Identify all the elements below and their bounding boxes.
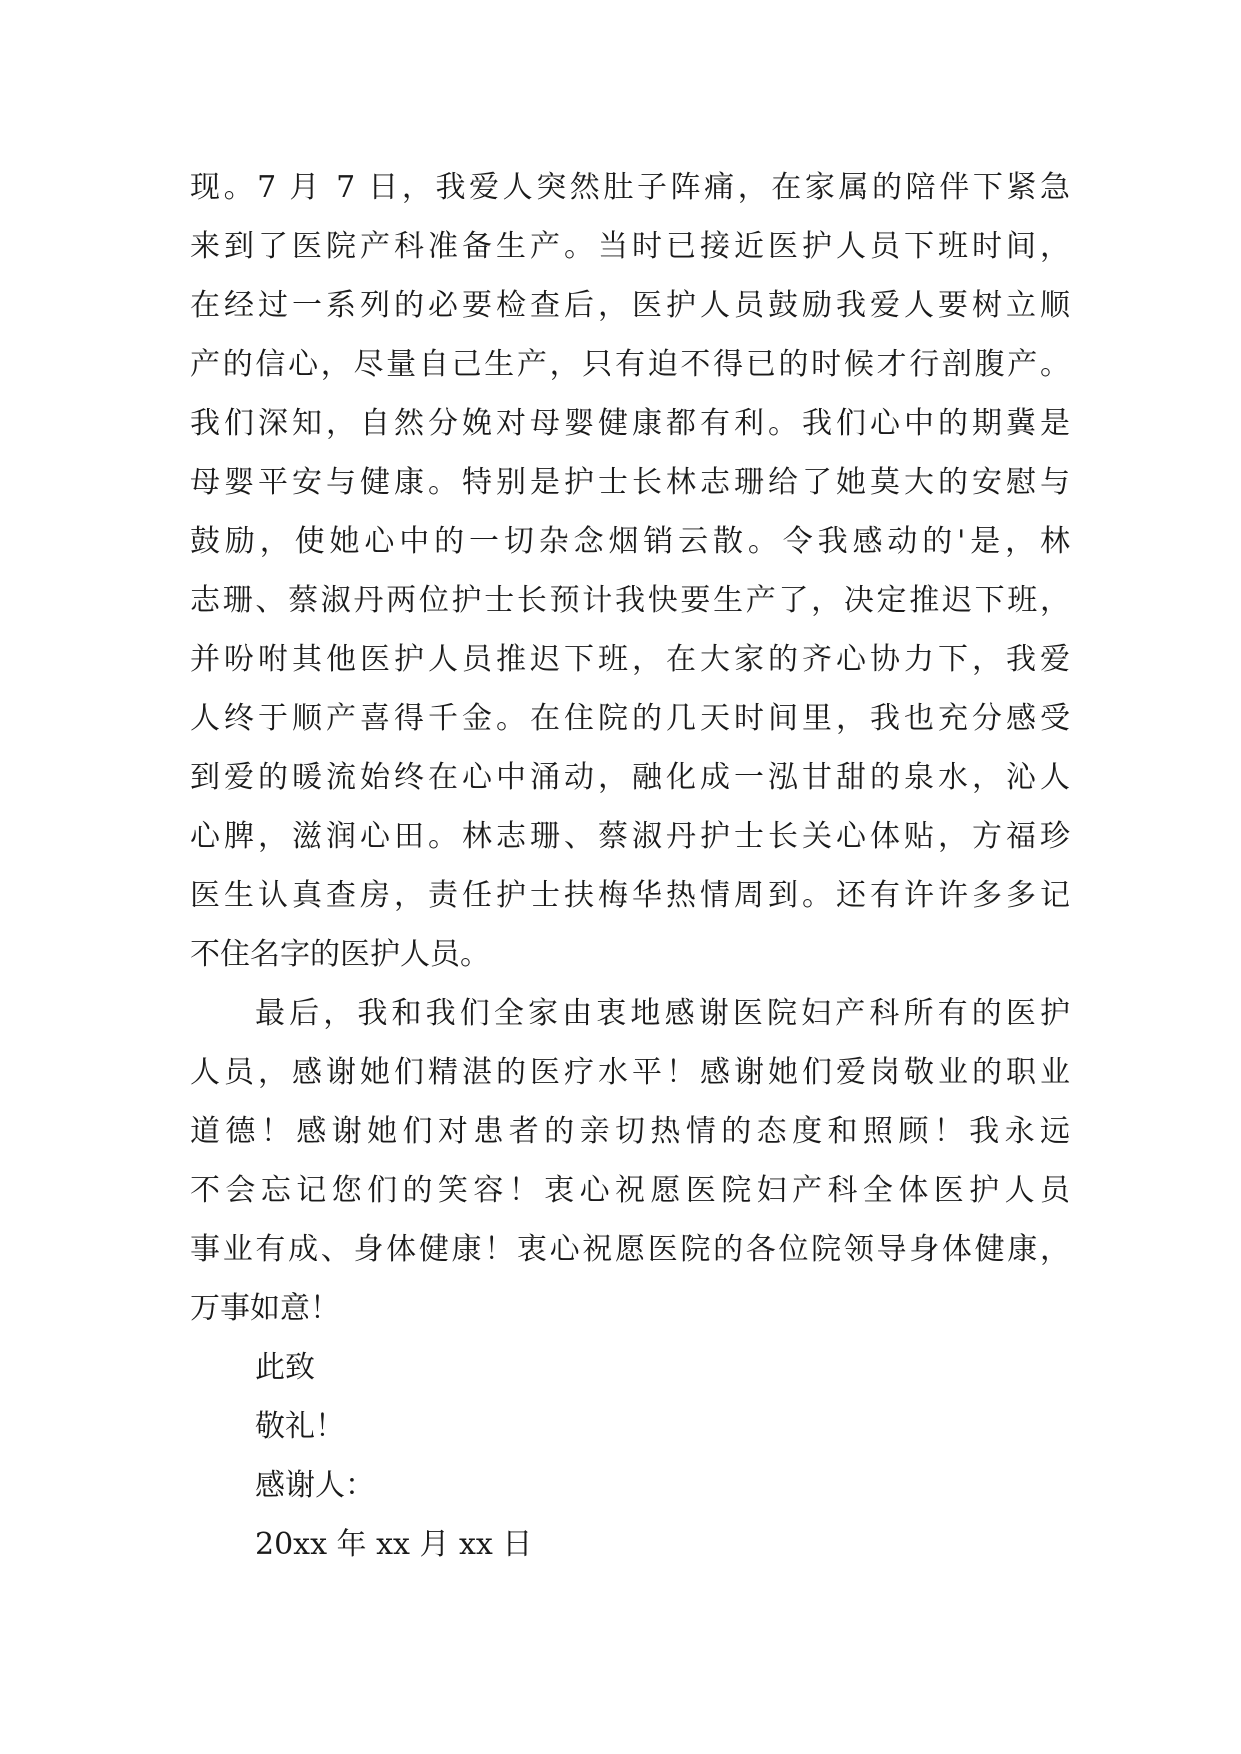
text-line: 我们深知，自然分娩对母婴健康都有利。我们心中的期冀是 (190, 406, 1070, 441)
text-line: 现。7 月 7 日，我爱人突然肚子阵痛，在家属的陪伴下紧急 (190, 170, 1070, 205)
text-line: 产的信心，尽量自己生产，只有迫不得已的时候才行剖腹产。 (190, 347, 1070, 382)
signer-label: 感谢人： (255, 1468, 375, 1503)
text-line: 事业有成、身体健康！衷心祝愿医院的各位院领导身体健康， (190, 1232, 1070, 1267)
salutation-line-2: 敬礼！ (255, 1409, 345, 1444)
paragraph-1 (190, 158, 1070, 984)
text-line: 不住名字的医护人员。 (190, 937, 490, 972)
letter-body (190, 158, 1070, 1574)
text-line: 在经过一系列的必要检查后，医护人员鼓励我爱人要树立顺 (190, 288, 1070, 323)
closing-block (190, 1338, 1070, 1574)
salutation-line-1: 此致 (255, 1350, 315, 1385)
text-line: 鼓励，使她心中的一切杂念烟销云散。令我感动的'是，林 (190, 524, 1070, 559)
text-line: 志珊、蔡淑丹两位护士长预计我快要生产了，决定推迟下班， (190, 583, 1070, 618)
text-line: 最后，我和我们全家由衷地感谢医院妇产科所有的医护 (255, 996, 1070, 1031)
text-line: 医生认真查房，责任护士扶梅华热情周到。还有许许多多记 (190, 878, 1070, 913)
text-line: 并吩咐其他医护人员推迟下班，在大家的齐心协力下，我爱 (190, 642, 1070, 677)
paragraph-2 (190, 984, 1070, 1338)
text-line: 万事如意！ (190, 1291, 340, 1326)
text-line: 心脾，滋润心田。林志珊、蔡淑丹护士长关心体贴，方福珍 (190, 819, 1070, 854)
text-line: 人员，感谢她们精湛的医疗水平！感谢她们爱岗敬业的职业 (190, 1055, 1070, 1090)
text-line: 人终于顺产喜得千金。在住院的几天时间里，我也充分感受 (190, 701, 1070, 736)
text-line: 道德！感谢她们对患者的亲切热情的态度和照顾！我永远 (190, 1114, 1070, 1149)
text-line: 到爱的暖流始终在心中涌动，融化成一泓甘甜的泉水，沁人 (190, 760, 1070, 795)
text-line: 不会忘记您们的笑容！衷心祝愿医院妇产科全体医护人员 (190, 1173, 1070, 1208)
letter-date: 20xx 年 xx 月 xx 日 (255, 1527, 533, 1562)
text-line: 来到了医院产科准备生产。当时已接近医护人员下班时间， (190, 229, 1070, 264)
text-line: 母婴平安与健康。特别是护士长林志珊给了她莫大的安慰与 (190, 465, 1070, 500)
